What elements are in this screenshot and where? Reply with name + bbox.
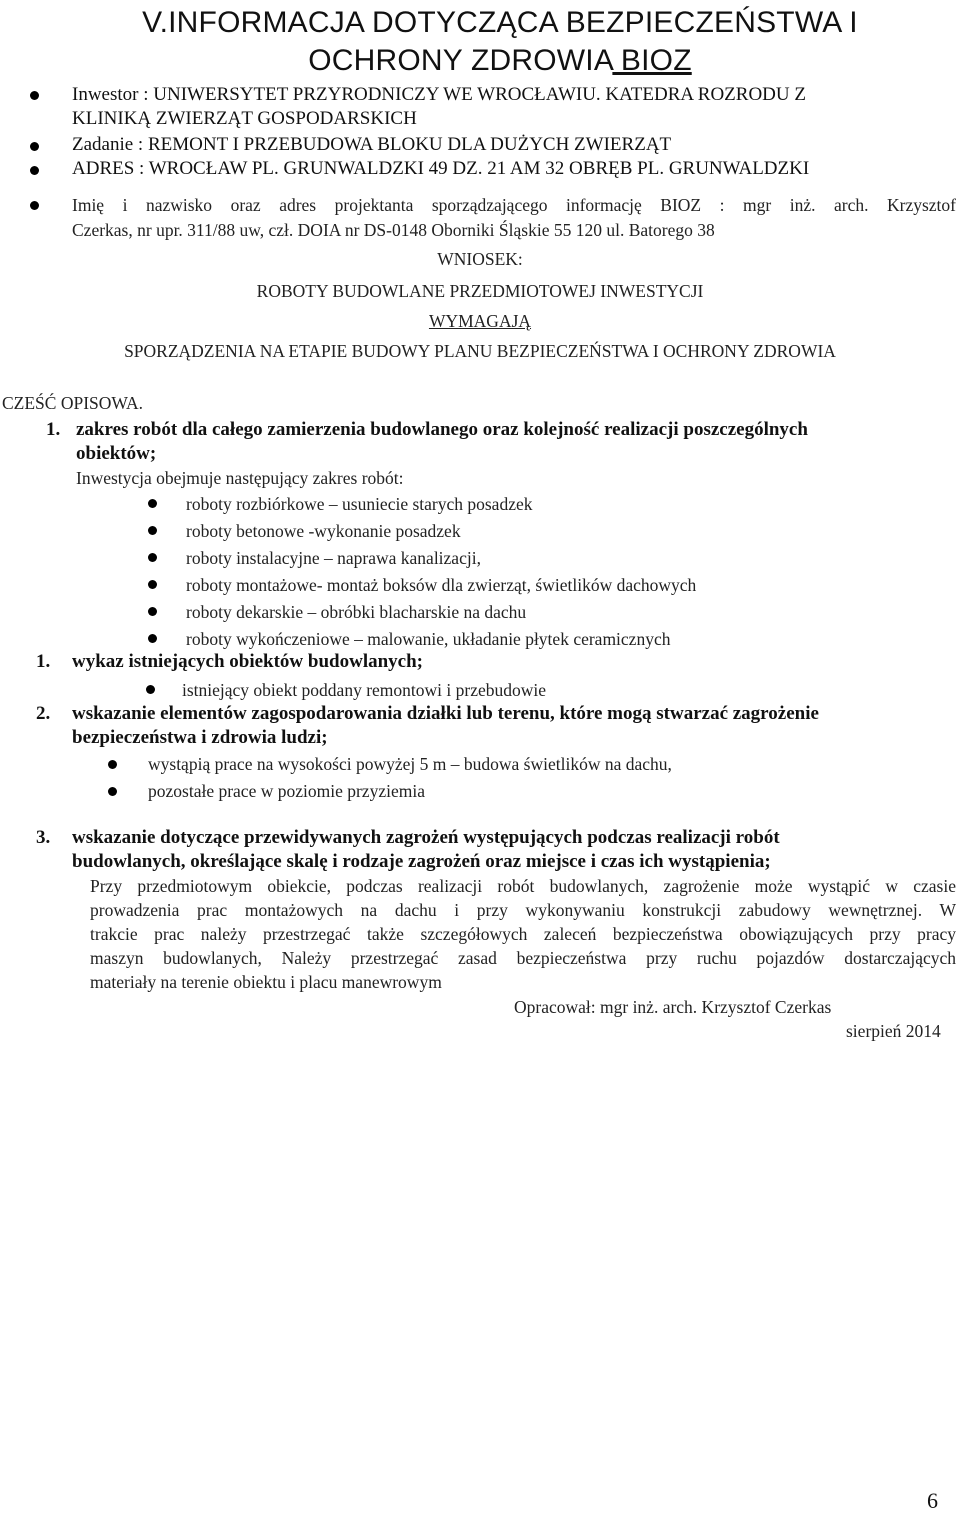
body-line: prowadzenia prac montażowych na dachu i przy wykonywaniu konstrukcji zabudowy wewnętrznej. W: [90, 900, 956, 920]
designer-line-2: Czerkas, nr upr. 311/88 uw, czł. DOIA nr DS-0148 Oborniki Śląskie 55 120 ul. Batorego 38: [72, 220, 715, 240]
list-item: roboty betonowe -wykonanie posadzek: [186, 521, 461, 541]
investor-line-2: KLINIKĄ ZWIERZĄT GOSPODARSKICH: [72, 108, 417, 129]
body-line: trakcie prac należy przestrzegać także szczegółowych zaleceń bezpieczeństwa obowiązujących przy pracy: [90, 924, 956, 944]
section-heading: budowlanych, określające skalę i rodzaje zagrożeń oraz miejsce i czas ich wystąpienia;: [72, 851, 771, 872]
list-item: roboty instalacyjne – naprawa kanalizacji,: [186, 548, 481, 568]
list-item: pozostałe prace w poziomie przyziemia: [148, 781, 425, 801]
bullet-icon: [30, 166, 39, 175]
section-intro: Inwestycja obejmuje następujący zakres robót:: [76, 468, 404, 488]
bullet-icon: [148, 553, 157, 562]
section-number: 1.: [46, 419, 61, 440]
bullet-icon: [108, 787, 117, 796]
bullet-icon: [108, 760, 117, 769]
bullet-icon: [148, 607, 157, 616]
designer-line-1: Imię i nazwisko oraz adres projektanta sporządzającego informację BIOZ : mgr inż. arch. Krzysztof: [72, 195, 956, 215]
page-number: 6: [927, 1488, 938, 1513]
body-line: maszyn budowlanych, Należy przestrzegać zasad bezpieczeństwa przy ruchu pojazdów dostarczających: [90, 948, 956, 968]
section-heading: wskazanie dotyczące przewidywanych zagrożeń występujących podczas realizacji robót: [72, 827, 780, 848]
bullet-icon: [148, 634, 157, 643]
task-line: Zadanie : REMONT I PRZEBUDOWA BLOKU DLA DUŻYCH ZWIERZĄT: [72, 134, 672, 155]
list-item: roboty dekarskie – obróbki blacharskie na dachu: [186, 602, 527, 622]
wniosek-line-3: SPORZĄDZENIA NA ETAPIE BUDOWY PLANU BEZPIECZEŃSTWA I OCHRONY ZDROWIA: [124, 341, 836, 361]
section-heading: zakres robót dla całego zamierzenia budowlanego oraz kolejność realizacji poszczególnych: [76, 419, 808, 440]
section-number: 2.: [36, 703, 51, 724]
list-item: roboty wykończeniowe – malowanie, układanie płytek ceramicznych: [186, 629, 671, 649]
bullet-icon: [30, 91, 39, 100]
section-heading: obiektów;: [76, 443, 157, 464]
title-part-a: OCHRONY ZDROWIA: [308, 44, 613, 77]
bullet-icon: [148, 499, 157, 508]
page-title-line-1: V.INFORMACJA DOTYCZĄCA BEZPIECZEŃSTWA I: [142, 6, 858, 39]
list-item: istniejący obiekt poddany remontowi i przebudowie: [182, 680, 547, 700]
list-item: roboty rozbiórkowe – usuniecie starych posadzek: [186, 494, 533, 514]
bullet-icon: [30, 201, 39, 210]
bullet-icon: [146, 685, 155, 694]
address-line: ADRES : WROCŁAW PL. GRUNWALDZKI 49 DZ. 21 AM 32 OBRĘB PL. GRUNWALDZKI: [72, 158, 810, 179]
bullet-icon: [148, 526, 157, 535]
wniosek-line-1: ROBOTY BUDOWLANE PRZEDMIOTOWEJ INWESTYCJI: [256, 281, 704, 301]
section-number: 3.: [36, 827, 51, 848]
section-heading: bezpieczeństwa i zdrowia ludzi;: [72, 727, 328, 748]
list-item: roboty montażowe- montaż boksów dla zwierząt, świetlików dachowych: [186, 575, 697, 595]
title-part-b: BIOZ: [612, 44, 692, 77]
author-signature: Opracował: mgr inż. arch. Krzysztof Czerkas: [514, 997, 832, 1017]
body-line: Przy przedmiotowym obiekcie, podczas realizacji robót budowlanych, zagrożenie może wystąpić w czasie: [90, 876, 956, 896]
investor-line-1: Inwestor : UNIWERSYTET PRZYRODNICZY WE WROCŁAWIU. KATEDRA ROZRODU Z: [72, 84, 806, 105]
body-line: materiały na terenie obiektu i placu manewrowym: [90, 972, 442, 992]
section-heading: wskazanie elementów zagospodarowania działki lub terenu, które mogą stwarzać zagrożenie: [72, 703, 819, 724]
part-label: CZEŚĆ OPISOWA.: [2, 393, 143, 413]
page-title-line-2: [60, 42, 940, 80]
signature-date: sierpień 2014: [846, 1021, 941, 1041]
wniosek-line-2: WYMAGAJĄ: [428, 311, 532, 331]
bullet-icon: [30, 142, 39, 151]
section-heading: wykaz istniejących obiektów budowlanych;: [72, 651, 423, 672]
bullet-icon: [148, 580, 157, 589]
list-item: wystąpią prace na wysokości powyżej 5 m – budowa świetlików na dachu,: [148, 754, 672, 774]
section-number: 1.: [36, 651, 51, 672]
wniosek-label: WNIOSEK:: [437, 249, 523, 269]
